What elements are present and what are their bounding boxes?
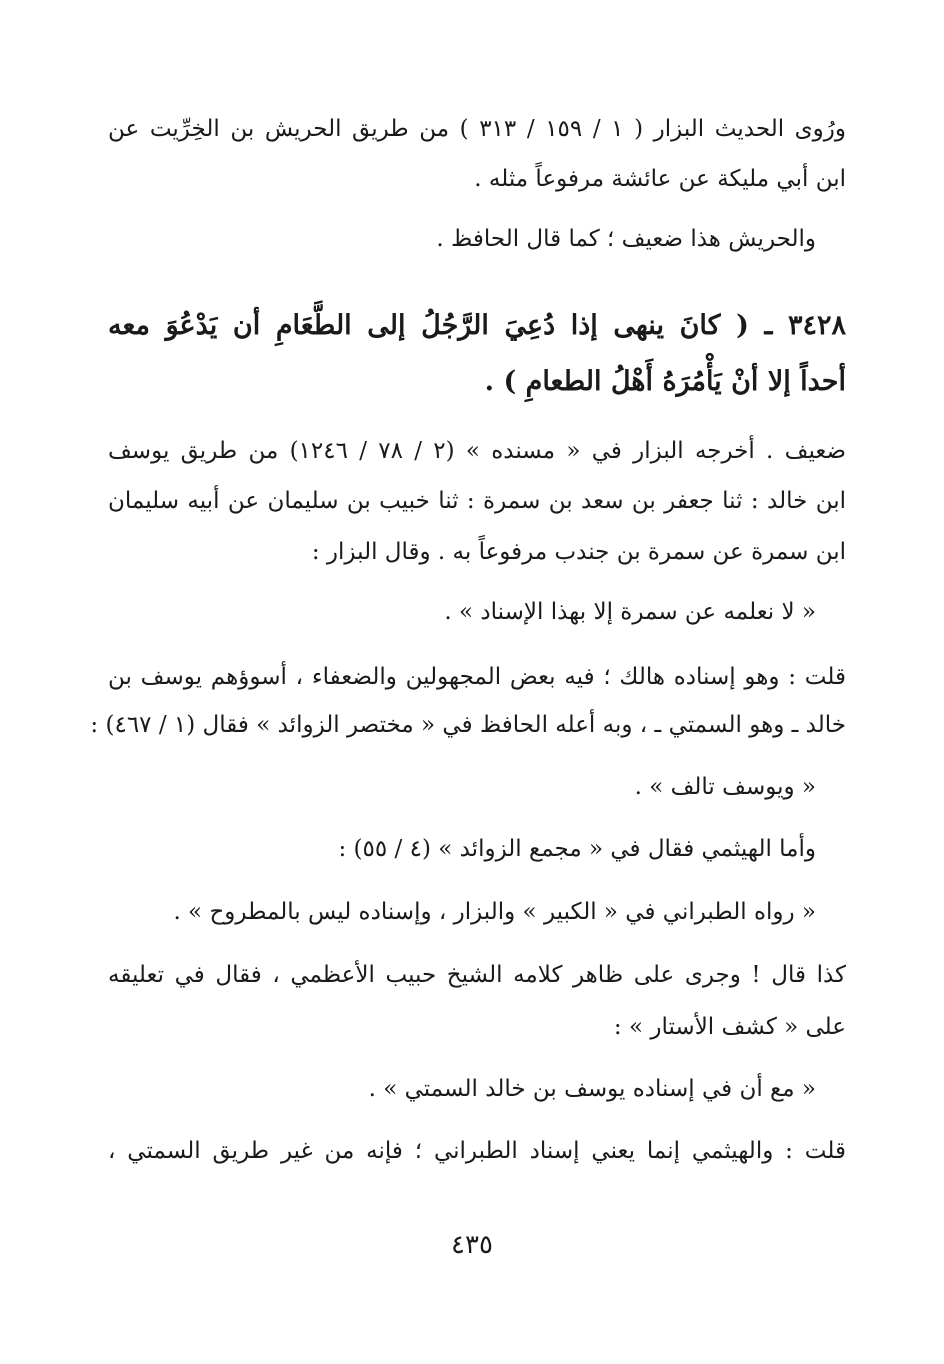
text-line: قلت : وهو إسناده هالك ؛ فيه بعض المجهولين والضعفاء ، أسوؤهم يوسف بن — [108, 664, 846, 690]
text-line: على « كشف الأستار » : — [613, 1014, 846, 1040]
quote-line: « ويوسف تالف » . — [634, 774, 816, 800]
text-line: قلت : والهيثمي إنما يعني إسناد الطبراني ؛ فإنه من غير طريق السمتي ، — [108, 1138, 846, 1164]
quote-line: « رواه الطبراني في « الكبير » والبزار ، وإسناده ليس بالمطروح » . — [173, 899, 816, 925]
text-line: وأما الهيثمي فقال في « مجمع الزوائد » (٤ / ٥٥) : — [338, 836, 816, 862]
text-line: ضعيف . أخرجه البزار في « مسنده » (٢ / ٧٨ / ١٢٤٦) من طريق يوسف — [108, 438, 847, 464]
text-line: كذا قال ! وجرى على ظاهر كلامه الشيخ حبيب الأعظمي ، فقال في تعليقه — [108, 962, 846, 988]
quote-line: « لا نعلمه عن سمرة إلا بهذا الإسناد » . — [444, 599, 816, 625]
hadith-heading: ٣٤٢٨ ـ ( كانَ ينهى إذا دُعِيَ الرَّجُلُ إلى الطَّعَامِ أن يَدْعُوَ معه — [108, 310, 846, 341]
text-line: ابن أبي مليكة عن عائشة مرفوعاً مثله . — [474, 166, 846, 192]
text-line: والحريش هذا ضعيف ؛ كما قال الحافظ . — [436, 226, 816, 252]
text-line: خالد ـ وهو السمتي ـ ، وبه أعله الحافظ في « مختصر الزوائد » فقال (١ / ٤٦٧) : — [90, 712, 846, 738]
hadith-heading: أحداً إلا أنْ يَأْمُرَهُ أَهْلُ الطعامِ ) . — [484, 366, 846, 397]
text-line: ابن سمرة عن سمرة بن جندب مرفوعاً به . وقال البزار : — [311, 539, 846, 565]
text-line: ابن خالد : ثنا جعفر بن سعد بن سمرة : ثنا خبيب بن سليمان عن أبيه سليمان — [108, 488, 846, 514]
page-number: ٤٣٥ — [451, 1230, 493, 1260]
text-line: ورُوى الحديث البزار ( ١ / ١٥٩ / ٣١٣ ) من طريق الحريش بن الخِرِّيت عن — [108, 116, 846, 142]
quote-line: « مع أن في إسناده يوسف بن خالد السمتي » . — [368, 1076, 816, 1102]
